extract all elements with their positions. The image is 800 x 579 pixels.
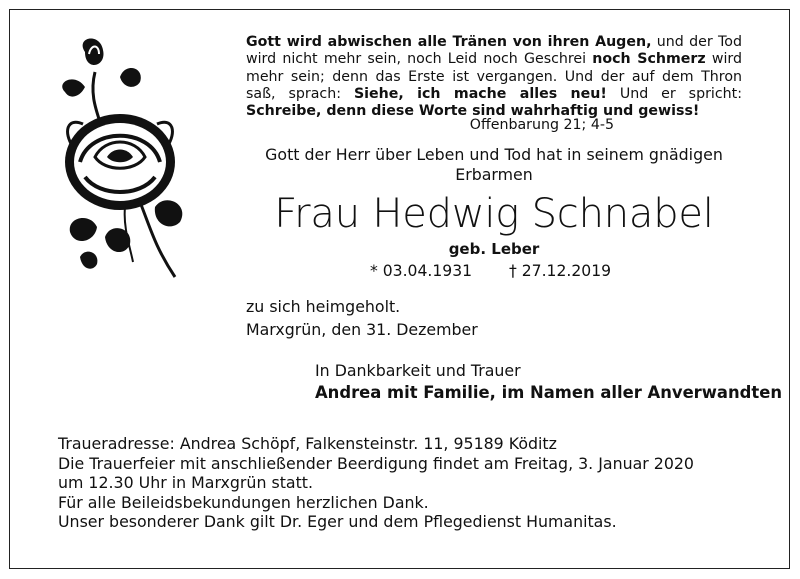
birth-date: * 03.04.1931 [370, 262, 473, 280]
gathered-text: zu sich heimgeholt. [246, 297, 401, 316]
special-thanks-text: Unser besonderer Dank gilt Dr. Eger und dem Pflegedienst Humanitas. [58, 512, 617, 532]
mourner-names: Andrea mit Familie, im Namen aller Anverwandten [315, 383, 782, 402]
death-date: † 27.12.2019 [509, 262, 612, 280]
rose-icon [55, 32, 185, 282]
footer-info [58, 434, 758, 532]
mourning-line: In Dankbarkeit und Trauer [315, 361, 521, 380]
bible-verse: Gott wird abwischen alle Tränen von ihren Augen, und der Tod wird nicht mehr sein, noch Leid noch Geschrei noch Schmerz wird mehr sein; denn das Erste ist vergangen. Und der auf dem Thron saß, sprach: Siehe, ich mache alles neu! Und er spricht: Schreibe, denn diese Worte sind wahrhaftig und gewiss! [246, 34, 743, 120]
deceased-name: Frau Hedwig Schnabel [274, 191, 714, 237]
verse-reference: Offenbarung 21; 4-5 [469, 117, 614, 133]
intro-text: Gott der Herr über Leben und Tod hat in seinem gnädigen Erbarmen [265, 145, 723, 184]
maiden-name: geb. Leber [448, 240, 540, 258]
thanks-text: Für alle Beileidsbekundungen herzlichen Dank. [58, 492, 429, 512]
ceremony-info: Die Trauerfeier mit anschließender Beerdigung findet am Freitag, 3. Januar 2020 um 12.30 Uhr in Marxgrün statt. [58, 453, 694, 493]
mourning-address: Traueradresse: Andrea Schöpf, Falkensteinstr. 11, 95189 Köditz [58, 434, 557, 453]
place-date: Marxgrün, den 31. Dezember [246, 320, 478, 339]
